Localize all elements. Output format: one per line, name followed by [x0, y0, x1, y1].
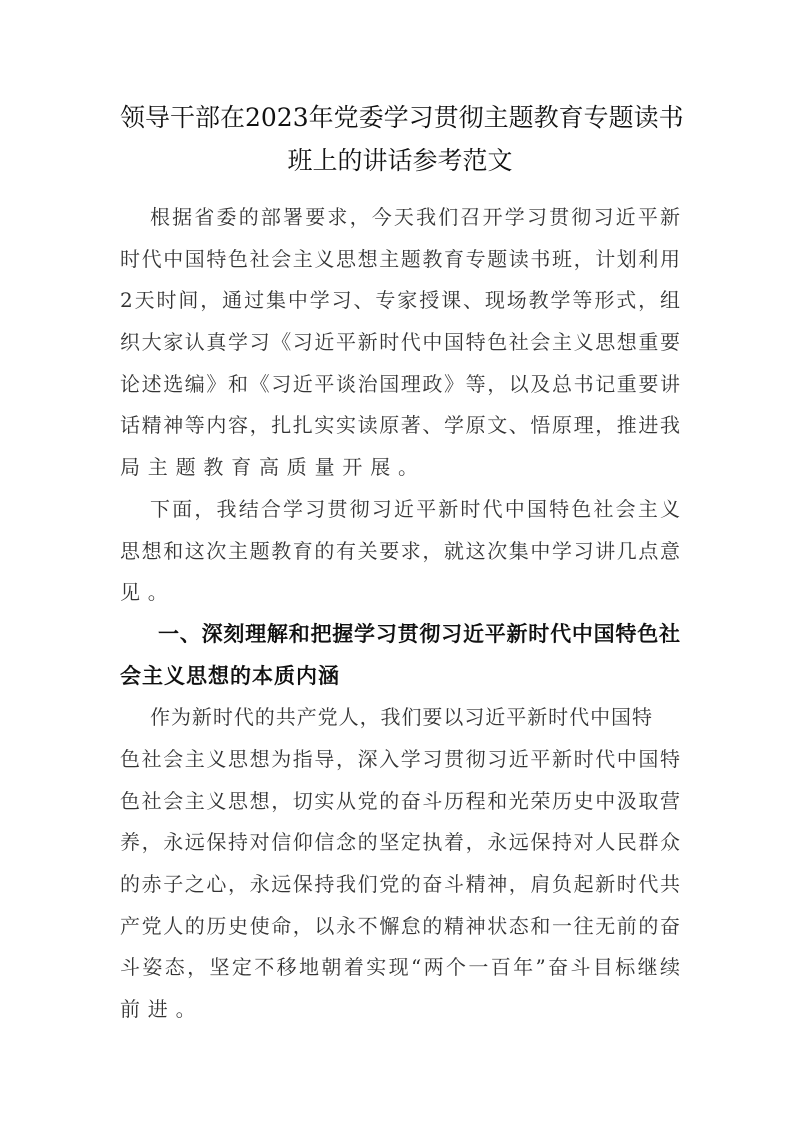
text-line: 见。: [120, 580, 176, 605]
heading-line: 会主义思想的本质内涵: [120, 663, 340, 688]
document-page: [120, 96, 684, 1031]
text-line: 作为新时代的共产党人，我们要以习近平新时代中国特: [150, 705, 652, 730]
text-line: 的赤子之心，永远保持我们党的奋斗精神，肩负起新时代共: [120, 872, 680, 896]
text-line: 论述选编》和《习近平谈治国理政》等，以及总书记重要讲: [120, 371, 680, 396]
text-line: 养，永远保持对信仰信念的坚定执着，永远保持对人民群众: [120, 830, 680, 855]
text-line: 产党人的历史使命，以永不懈怠的精神状态和一往无前的奋: [120, 913, 680, 938]
text-line: 斗姿态，坚定不移地朝着实现“两个一百年”奋斗目标继续: [120, 955, 680, 980]
text-line: 色社会主义思想，切实从党的奋斗历程和光荣历史中汲取营: [120, 788, 680, 813]
heading-line: 一、深刻理解和把握学习贯彻习近平新时代中国特色社: [158, 621, 680, 646]
text-line: 2天时间，通过集中学习、专家授课、现场教学等形式，组: [120, 288, 680, 313]
title-line: 班上的讲话参考范文: [287, 146, 513, 175]
text-line: 织大家认真学习《习近平新时代中国特色社会主义思想重要: [120, 330, 680, 355]
paragraph-intro: [120, 197, 680, 489]
text-line: 局主题教育高质量开展。: [120, 455, 426, 480]
text-line: 下面，我结合学习贯彻习近平新时代中国特色社会主义: [150, 496, 680, 521]
text-line: 色社会主义思想为指导，深入学习贯彻习近平新时代中国特: [120, 746, 680, 771]
text-line: 前进。: [120, 997, 204, 1022]
document-title: [120, 96, 684, 182]
paragraph-transition: [120, 489, 680, 614]
title-line: 领导干部在2023年党委学习贯彻主题教育专题读书: [120, 103, 684, 132]
text-line: 时代中国特色社会主义思想主题教育专题读书班，计划利用: [120, 246, 680, 271]
paragraph-body: [120, 697, 680, 1031]
text-line: 根据省委的部署要求，今天我们召开学习贯彻习近平新: [150, 205, 680, 229]
text-line: 思想和这次主题教育的有关要求，就这次集中学习讲几点意: [120, 538, 680, 563]
text-line: 话精神等内容，扎扎实实读原著、学原文、悟原理，推进我: [120, 413, 680, 438]
section-heading: [120, 614, 680, 697]
